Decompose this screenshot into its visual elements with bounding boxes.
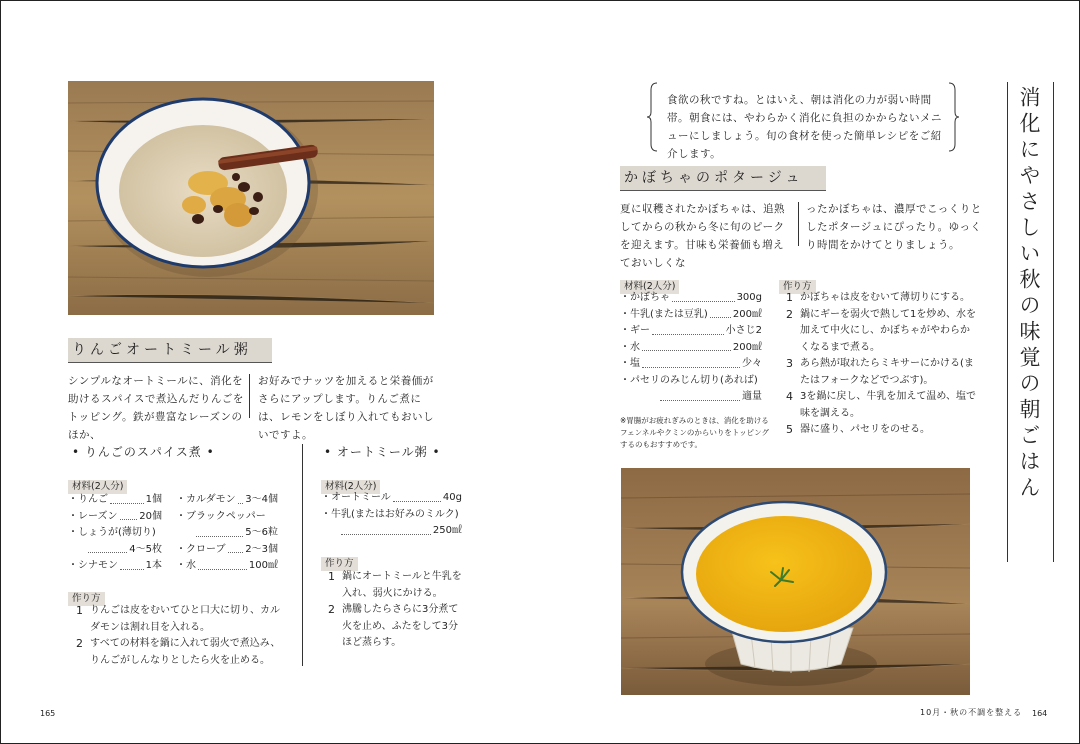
apple-ingredients-list	[68, 492, 162, 575]
footer-section: 10月・秋の不調を整える	[920, 708, 1023, 717]
ingredient-row: ・オートミール 40g	[321, 492, 462, 503]
step: 2 すべての材料を鍋に入れて弱火で煮込み、りんごがしんなりとしたら火を止める。	[76, 637, 281, 666]
oatmeal-illustration	[68, 81, 434, 315]
apple-steps	[76, 603, 282, 669]
step: 5 器に盛り、パセリをのせる。	[786, 423, 930, 436]
ingredient-row: ・水 200㎖	[620, 341, 762, 353]
pumpkin-soup-photo	[621, 468, 970, 695]
ingredients-label: 材料(2人分)	[321, 480, 380, 494]
recipe-title-text: かぼちゃのポタージュ	[624, 170, 804, 186]
left-bracket-icon	[647, 82, 659, 152]
pumpkin-note: ※胃腸がお疲れぎみのときは、消化を助けるフェンネルやクミンのからいりをトッピングするのもおすすめです。	[620, 416, 770, 449]
ingredient-row: 250㎖	[321, 523, 462, 540]
pumpkin-intro-col1: 夏に収穫されたかぼちゃは、追熟してからの秋から冬に旬のピークを迎えます。甘味も栄養価も増えておいしくな	[620, 203, 785, 269]
ingredients-label: 材料(2人分)	[620, 280, 679, 294]
ingredient-row: ・ブラックペッパー	[176, 510, 266, 522]
ingredients-label: 材料(2人分)	[68, 480, 127, 494]
steps-label: 作り方	[321, 557, 358, 571]
divider	[249, 374, 250, 418]
feature-title: 消化にやさしい秋の味覚の朝ごはん	[1017, 86, 1041, 502]
ingredient-row: ・かぼちゃ 300g	[620, 292, 762, 303]
pumpkin-steps	[786, 290, 976, 439]
oat-ingredients-list	[321, 490, 462, 540]
ingredient-row: ・水 100㎖	[176, 560, 278, 571]
right-bracket-icon	[947, 82, 959, 152]
oat-steps-label-wrap	[321, 551, 358, 571]
oatmeal-intro-col1: シンプルなオートミールに、消化を助けるスパイスで煮込んだりんごをトッピング。鉄が豊富なレーズンのほか、	[68, 375, 244, 441]
recipe-title-oatmeal	[68, 338, 272, 363]
step: 1 鍋にオートミールと牛乳を入れ、弱火にかける。	[328, 570, 462, 599]
recipe-title-text: りんごオートミール粥	[72, 342, 252, 358]
oat-porridge-heading: • オートミール粥 •	[324, 445, 441, 459]
ingredient-row: ・レーズン 20個	[68, 510, 162, 522]
oatmeal-intro-col2: お好みでナッツを加えると栄養価がさらにアップします。りんご煮には、レモンをしぼり入れてもおいしいですよ。	[258, 375, 434, 441]
lead-text-box	[647, 82, 959, 160]
title-rule-right	[1053, 82, 1054, 562]
lead-text: 食欲の秋ですね。とはいえ、朝は消化の力が弱い時間帯。朝食には、やわらかく消化に負担のかからないメニューにしましょう。旬の食材を使った簡単レシピをご紹介します。	[667, 94, 942, 160]
page-number-right: 164	[1032, 709, 1048, 718]
pumpkin-intro-col2: ったかぼちゃは、濃厚でこっくりとしたポタージュにぴったり。ゆっくり時間をかけてとりましょう。	[806, 203, 982, 251]
step: 2 鍋にギーを弱火で熱して1を炒め、水を加えて中火にし、かぼちゃがやわらかくなるまで煮る。	[786, 307, 976, 353]
apple-ingredients-label-wrap	[68, 474, 127, 494]
ingredient-row: 4～5枚	[68, 542, 162, 559]
column-divider	[302, 444, 303, 666]
steps-label: 作り方	[68, 592, 105, 606]
ingredient-row: ・りんご 1個	[68, 494, 162, 505]
title-rule-left	[1007, 82, 1008, 562]
pumpkin-soup-illustration	[621, 468, 970, 695]
apple-ingredients-list-2	[176, 492, 278, 575]
apple-compote-heading: • りんごのスパイス煮 •	[72, 445, 215, 459]
recipe-title-pumpkin	[620, 166, 826, 191]
step: 1 りんごは皮をむいてひと口大に切り、カルダモンは割れ目を入れる。	[76, 604, 280, 633]
ingredient-row: ・ギー 小さじ2	[620, 325, 762, 336]
step: 2 沸騰したらさらに3分煮て火を止め、ふたをして3分ほど蒸らす。	[328, 603, 459, 648]
ingredient-row: ・しょうが(薄切り)	[68, 527, 156, 538]
ingredient-row: ・牛乳(または豆乳) 200㎖	[620, 308, 762, 320]
ingredient-row: ・クローブ 2～3個	[176, 543, 278, 555]
ingredient-row: ・カルダモン 3～4個	[176, 494, 278, 505]
ingredient-row: ・シナモン 1本	[68, 560, 162, 571]
step: 4 3を鍋に戻し、牛乳を加えて温め、塩で味を調える。	[786, 390, 976, 419]
ingredient-row: ・牛乳(またはお好みのミルク)	[321, 508, 459, 520]
pumpkin-ingredients-list	[620, 290, 762, 406]
page-number-left: 165	[40, 709, 56, 718]
step: 1 かぼちゃは皮をむいて薄切りにする。	[786, 291, 970, 304]
steps-label: 作り方	[779, 280, 816, 294]
ingredient-row: ・塩 少々	[620, 358, 762, 369]
ingredient-row: ・パセリのみじん切り(あれば)	[620, 374, 758, 386]
oat-steps	[328, 569, 466, 652]
oatmeal-photo	[68, 81, 434, 315]
divider	[798, 202, 799, 246]
ingredient-row: 5～6粒	[176, 525, 278, 542]
ingredient-row: 適量	[620, 389, 762, 406]
step: 3 あら熱が取れたらミキサーにかける(またはフォークなどでつぶす)。	[786, 357, 974, 386]
